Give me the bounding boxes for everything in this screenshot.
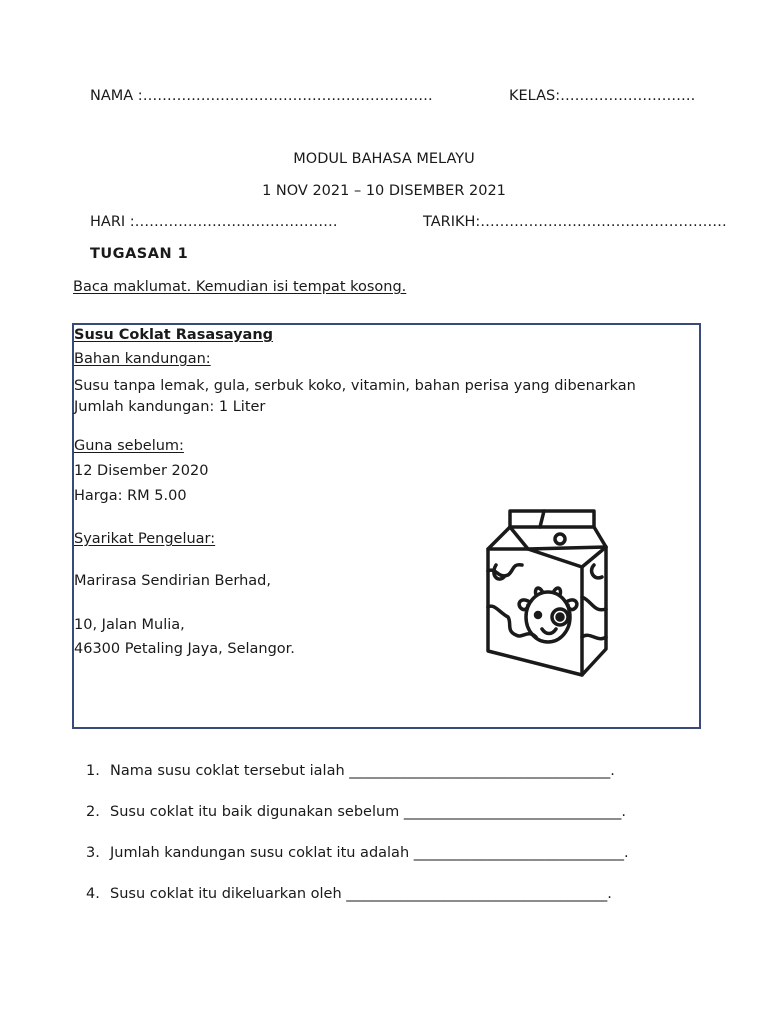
milk-carton-illustration [482, 505, 610, 677]
product-name: Susu Coklat Rasasayang [74, 327, 274, 343]
day-field-line: HARI :…………………………………… [90, 214, 338, 230]
question-number: 4. [86, 886, 100, 902]
product-info-box [72, 323, 701, 729]
task-instruction: Baca maklumat. Kemudian isi tempat kosong. [73, 279, 407, 295]
address-line-1: 10, Jalan Mulia, [74, 617, 185, 633]
company-name: Marirasa Sendirian Berhad, [74, 573, 271, 589]
question-number: 2. [86, 804, 100, 820]
question-3 [86, 845, 629, 861]
manufacturer-heading: Syarikat Pengeluar: [74, 531, 216, 547]
price-text: Harga: RM 5.00 [74, 488, 187, 504]
question-1 [86, 763, 615, 779]
name-field-line: NAMA :…………………………………………………… [90, 88, 433, 104]
question-number: 1. [86, 763, 100, 779]
class-field-line: KELAS:………………………. [509, 88, 696, 104]
address-line-2: 46300 Petaling Jaya, Selangor. [74, 641, 295, 657]
question-4 [86, 886, 612, 902]
question-text: Jumlah kandungan susu coklat itu adalah _____________________________. [110, 845, 629, 861]
question-text: Susu coklat itu dikeluarkan oleh ____________________________________. [110, 886, 612, 902]
question-text: Nama susu coklat tersebut ialah ____________________________________. [110, 763, 615, 779]
module-title: MODUL BAHASA MELAYU [293, 151, 475, 167]
date-field-line: TARIKH:…………………………………………… [423, 214, 727, 230]
expiry-heading: Guna sebelum: [74, 438, 184, 454]
ingredients-heading: Bahan kandungan: [74, 351, 211, 367]
question-text: Susu coklat itu baik digunakan sebelum ______________________________. [110, 804, 627, 820]
module-date-range: 1 NOV 2021 – 10 DISEMBER 2021 [262, 183, 506, 199]
question-number: 3. [86, 845, 100, 861]
task-title: TUGASAN 1 [90, 246, 189, 262]
ingredients-text: Susu tanpa lemak, gula, serbuk koko, vitamin, bahan perisa yang dibenarkan [74, 378, 636, 394]
question-2 [86, 804, 626, 820]
expiry-date: 12 Disember 2020 [74, 463, 209, 479]
volume-text: Jumlah kandungan: 1 Liter [74, 399, 266, 415]
